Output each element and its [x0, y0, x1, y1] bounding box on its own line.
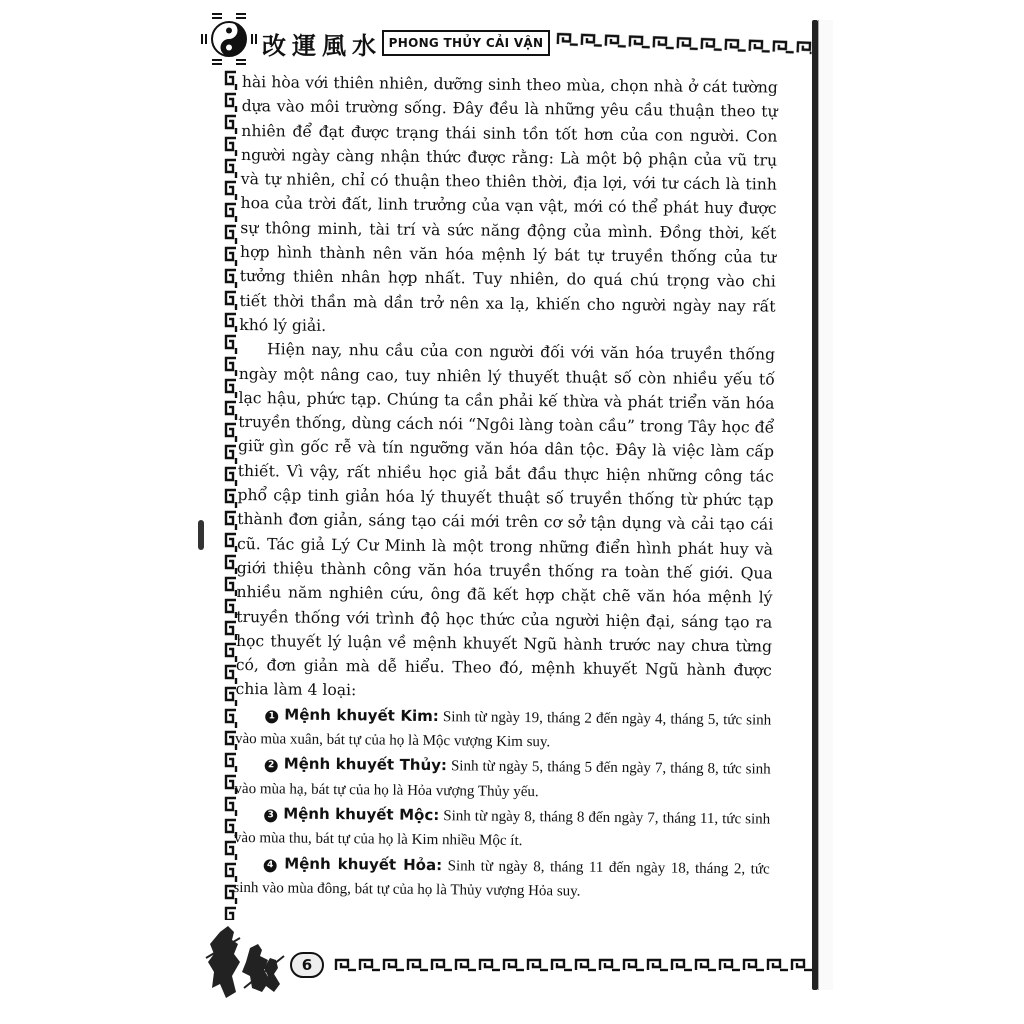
item-label: Mệnh khuyết Thủy: [283, 754, 448, 775]
item-label: Mệnh khuyết Kim: [284, 705, 439, 725]
item-text: Sinh từ ngày 8, tháng 8 đến ngày 7, tháng 11, tức sinh vào mùa thu, bát tự của họ là Kim nhiều Mộc ít. [233, 808, 771, 850]
list-item [234, 751, 770, 806]
item-text: Sinh từ ngày 19, tháng 2 đến ngày 4, tháng 5, tức sinh vào mùa xuân, bát tự của họ là Mộc vượng Kim suy. [234, 708, 772, 751]
greek-key-border-bottom [334, 958, 812, 972]
paragraph-1: hài hòa với thiên nhiên, dưỡng sinh theo mùa, chọn nhà ở cát tường dựa vào môi trường sống. Đây đều là những yêu cầu thuận theo tự nhiên để đạt được trạng thái sinh tồn tốt hơn của con người. Con người ngày càng nhận thức được rằng: Là một bộ phận của vũ trụ và tự nhiên, chỉ có thuận theo thiên thời, địa lợi, với tư cách là tinh hoa của trời đất, linh trưởng của vạn vật, mới có thể phát huy được sự thông minh, tài trí và sức năng động của mình. Đồng thời, kết hợp hình thành nên văn hóa mệnh lý bát tự truyền thống của tư tưởng thiên nhân hợp nhất. Tuy nhiên, do quá chú trọng vào chi tiết thời thần mà dần trở nên xa lạ, khiến cho người ngày nay rất khó lý giải. [239, 72, 778, 335]
page-number: 6 [290, 952, 324, 978]
yin-yang-icon [198, 10, 260, 68]
number-badge: 1 [265, 710, 278, 723]
warrior-figure-icon [200, 918, 292, 1004]
item-label: Mệnh khuyết Mộc: [283, 804, 440, 825]
page-side-edge [818, 20, 833, 990]
chinese-title: 改運風水 [262, 31, 382, 60]
item-text: Sinh từ ngày 8, tháng 11 đến ngày 18, tháng 2, tức sinh vào mùa đông, bát tự của họ là Thủy vượng Hỏa suy. [233, 857, 770, 900]
body-text [233, 70, 778, 906]
header-title-box: PHONG THỦY CẢI VẬN [382, 30, 550, 56]
binding-mark [198, 520, 204, 550]
number-badge: 2 [265, 760, 278, 773]
paragraph-2: Hiện nay, nhu cầu của con người đối với văn hóa truyền thống ngày một nâng cao, tuy nhiên lý thuyết thuật số còn nhiều yếu tố lạc hậu, phức tạp. Chúng ta cần phải kế thừa và phát triển văn hóa truyền thống, dùng cách nói “Ngôi làng toàn cầu” trong Tây học để giữ gìn gốc rễ và tín ngưỡng văn hóa dân tộc. Đây là việc làm cấp thiết. Vì vậy, rất nhiều học giả bắt đầu thực hiện những công tác phổ cập tinh giản hóa lý thuyết thuật số truyền thống từ phức tạp thành đơn giản, sáng tạo cái mới trên cơ sở tận dụng và cải tạo cái cũ. Tác giả Lý Cư Minh là một trong những điển hình phát huy và giới thiệu thành công văn hóa truyền thống ra toàn thế giới. Qua nhiều năm nghiên cứu, ông đã kết hợp chặt chẽ văn hóa mệnh lý truyền thống với trình độ học thức của người hiện đại, sáng tạo ra học thuyết lý luận về mệnh khuyết Ngũ hành trước nay chưa từng có, đơn giản mà dễ hiểu. Theo đó, mệnh khuyết Ngũ hành được chia làm 4 loại: [235, 340, 776, 700]
list-item [233, 850, 769, 905]
item-label: Mệnh khuyết Hỏa: [284, 853, 443, 874]
number-badge: 4 [264, 859, 277, 872]
item-text: Sinh từ ngày 5, tháng 5 đến ngày 7, tháng 8, tức sinh vào mùa hạ, bát tự của họ là Hỏa vượng Thủy yếu. [234, 758, 771, 800]
list-item [234, 801, 770, 856]
list-item [235, 702, 771, 757]
number-badge: 3 [264, 809, 277, 822]
